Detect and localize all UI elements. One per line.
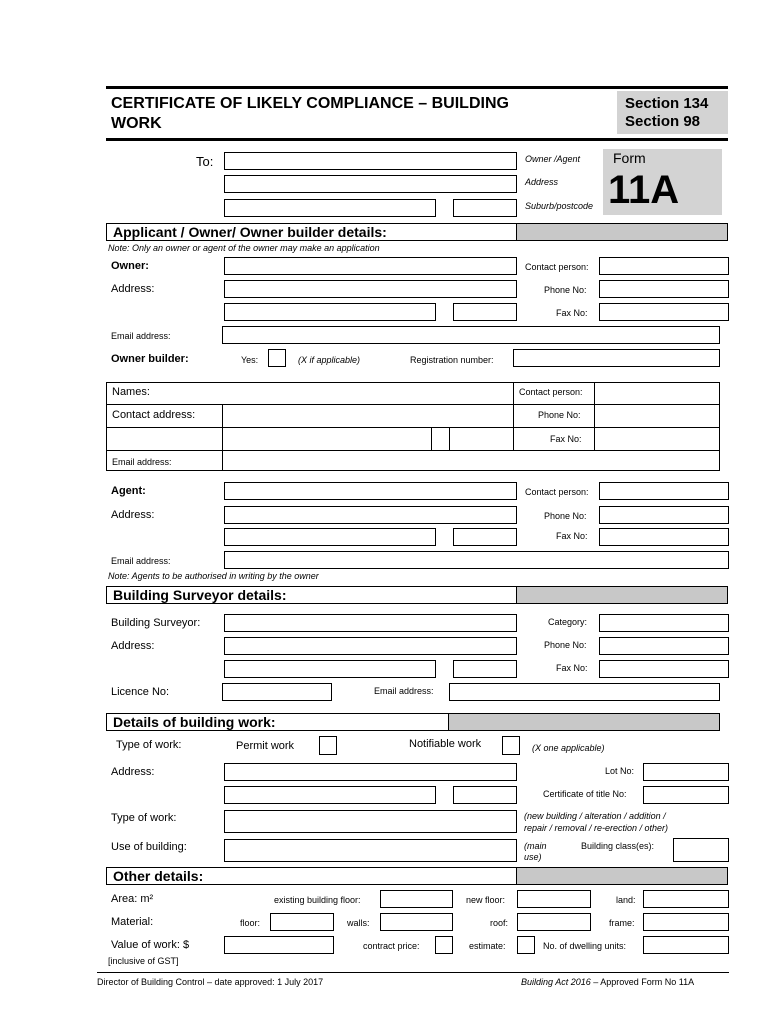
lot-no-input[interactable] bbox=[643, 763, 729, 781]
owner-email-label: Email address: bbox=[111, 331, 171, 341]
names-row-divider-3 bbox=[106, 450, 720, 451]
building-work-section-heading: Details of building work: bbox=[106, 713, 720, 731]
agent-address-input[interactable] bbox=[224, 506, 517, 524]
dwelling-units-input[interactable] bbox=[643, 936, 729, 954]
value-of-work-label: Value of work: $ bbox=[111, 939, 190, 951]
address-hint-label: Address bbox=[525, 177, 559, 187]
form-title-line1: CERTIFICATE OF LIKELY COMPLIANCE – BUILDING bbox=[111, 95, 509, 112]
x-if-applicable-hint: (X if applicable) bbox=[298, 355, 361, 365]
agent-address-label: Address: bbox=[111, 509, 155, 521]
licence-no-input[interactable] bbox=[222, 683, 332, 701]
permit-work-checkbox[interactable] bbox=[319, 736, 337, 755]
inclusive-gst-note: [inclusive of GST] bbox=[108, 956, 179, 966]
section-134: Section 134 bbox=[625, 95, 709, 112]
contract-price-checkbox[interactable] bbox=[435, 936, 453, 954]
owner-builder-label: Owner builder: bbox=[111, 353, 189, 365]
names-fax-label: Fax No: bbox=[550, 434, 582, 444]
owner-agent-label: Owner /Agent bbox=[525, 154, 581, 164]
applicant-note: Note: Only an owner or agent of the owner may make an application bbox=[108, 243, 380, 253]
surveyor-email-input[interactable] bbox=[449, 683, 720, 701]
agent-suburb-input[interactable] bbox=[224, 528, 436, 546]
roof-label: roof: bbox=[490, 918, 509, 928]
owner-phone-label: Phone No: bbox=[544, 285, 587, 295]
surveyor-section-heading: Building Surveyor details: bbox=[106, 586, 728, 604]
other-section-heading: Other details: bbox=[106, 867, 728, 885]
names-col-divider-post-a bbox=[431, 427, 432, 450]
notifiable-work-checkbox[interactable] bbox=[502, 736, 520, 755]
form-title-line2: WORK bbox=[111, 115, 162, 132]
surveyor-email-label: Email address: bbox=[374, 686, 434, 696]
owner-suburb-input[interactable] bbox=[224, 303, 436, 321]
walls-label: walls: bbox=[347, 918, 370, 928]
frame-material-input[interactable] bbox=[643, 913, 729, 931]
work-suburb-input[interactable] bbox=[224, 786, 436, 804]
owner-builder-yes-checkbox[interactable] bbox=[268, 349, 286, 367]
agent-postcode-input[interactable] bbox=[453, 528, 517, 546]
main-use-line1: (main bbox=[524, 841, 547, 851]
owner-postcode-input[interactable] bbox=[453, 303, 517, 321]
owner-fax-input[interactable] bbox=[599, 303, 729, 321]
existing-floor-input[interactable] bbox=[380, 890, 453, 908]
to-postcode-input[interactable] bbox=[453, 199, 517, 217]
land-input[interactable] bbox=[643, 890, 729, 908]
dwelling-units-label: No. of dwelling units: bbox=[543, 941, 627, 951]
to-label: To: bbox=[196, 154, 214, 169]
owner-label: Owner: bbox=[111, 260, 149, 272]
use-of-building-input[interactable] bbox=[224, 839, 517, 862]
main-use-line2: use) bbox=[524, 852, 542, 862]
licence-no-label: Licence No: bbox=[111, 686, 170, 698]
registration-number-label: Registration number: bbox=[410, 355, 494, 365]
lot-no-label: Lot No: bbox=[605, 766, 635, 776]
owner-address-input[interactable] bbox=[224, 280, 517, 298]
floor-label: floor: bbox=[240, 918, 261, 928]
roof-material-input[interactable] bbox=[517, 913, 591, 931]
surveyor-phone-input[interactable] bbox=[599, 637, 729, 655]
work-address-input[interactable] bbox=[224, 763, 517, 781]
agent-phone-input[interactable] bbox=[599, 506, 729, 524]
work-postcode-input[interactable] bbox=[453, 786, 517, 804]
form-number: 11A bbox=[608, 168, 680, 212]
names-email-divider bbox=[222, 450, 223, 471]
to-suburb-input[interactable] bbox=[224, 199, 436, 217]
estimate-label: estimate: bbox=[469, 941, 506, 951]
owner-contact-person-label: Contact person: bbox=[525, 262, 589, 272]
land-label: land: bbox=[616, 895, 636, 905]
surveyor-category-input[interactable] bbox=[599, 614, 729, 632]
header-top-rule bbox=[106, 86, 728, 89]
owner-email-input[interactable] bbox=[222, 326, 720, 344]
building-surveyor-input[interactable] bbox=[224, 614, 517, 632]
agent-label: Agent: bbox=[111, 485, 146, 497]
walls-material-input[interactable] bbox=[380, 913, 453, 931]
agent-fax-label: Fax No: bbox=[556, 531, 588, 541]
footer-act-name: Building Act 2016 bbox=[521, 977, 591, 987]
names-label: Names: bbox=[112, 386, 150, 398]
footer-left: Director of Building Control – date approved: 1 July 2017 bbox=[97, 977, 324, 987]
agent-contact-person-input[interactable] bbox=[599, 482, 729, 500]
surveyor-category-label: Category: bbox=[548, 617, 588, 627]
new-floor-label: new floor: bbox=[466, 895, 506, 905]
footer-rule bbox=[97, 972, 729, 973]
surveyor-fax-label: Fax No: bbox=[556, 663, 588, 673]
names-phone-label: Phone No: bbox=[538, 410, 581, 420]
area-label: Area: m² bbox=[111, 893, 154, 905]
use-of-building-label: Use of building: bbox=[111, 841, 187, 853]
surveyor-address-input[interactable] bbox=[224, 637, 517, 655]
contract-price-label: contract price: bbox=[363, 941, 420, 951]
names-contact-person-label: Contact person: bbox=[519, 387, 583, 397]
agent-note: Note: Agents to be authorised in writing by the owner bbox=[108, 571, 319, 581]
owner-fax-label: Fax No: bbox=[556, 308, 588, 318]
surveyor-postcode-input[interactable] bbox=[453, 660, 517, 678]
surveyor-suburb-input[interactable] bbox=[224, 660, 436, 678]
type-hint-line2: repair / removal / re-erection / other) bbox=[524, 823, 669, 833]
owner-address-label: Address: bbox=[111, 283, 155, 295]
certificate-title-label: Certificate of title No: bbox=[543, 789, 627, 799]
surveyor-fax-input[interactable] bbox=[599, 660, 729, 678]
owner-name-input[interactable] bbox=[224, 257, 517, 275]
footer-right bbox=[521, 977, 694, 987]
owner-contact-person-input[interactable] bbox=[599, 257, 729, 275]
agent-name-input[interactable] bbox=[224, 482, 517, 500]
names-col-divider-post-b bbox=[449, 427, 450, 450]
section-98: Section 98 bbox=[625, 113, 701, 130]
new-floor-input[interactable] bbox=[517, 890, 591, 908]
floor-material-input[interactable] bbox=[270, 913, 334, 931]
value-of-work-input[interactable] bbox=[224, 936, 334, 954]
names-col-divider-right bbox=[513, 382, 514, 450]
owner-phone-input[interactable] bbox=[599, 280, 729, 298]
frame-label: frame: bbox=[609, 918, 635, 928]
estimate-checkbox[interactable] bbox=[517, 936, 535, 954]
notifiable-work-label: Notifiable work bbox=[409, 738, 482, 750]
names-col-divider-value bbox=[594, 382, 595, 450]
certificate-title-input[interactable] bbox=[643, 786, 729, 804]
header-bottom-rule bbox=[106, 138, 728, 141]
work-address-label: Address: bbox=[111, 766, 155, 778]
type-hint-line1: (new building / alteration / addition / bbox=[524, 811, 666, 821]
existing-floor-label: existing building floor: bbox=[274, 895, 361, 905]
names-contact-address-label: Contact address: bbox=[112, 409, 196, 421]
footer-form-ref: – Approved Form No 11A bbox=[590, 977, 695, 987]
agent-phone-label: Phone No: bbox=[544, 511, 587, 521]
to-address-input[interactable] bbox=[224, 175, 517, 193]
surveyor-phone-label: Phone No: bbox=[544, 640, 587, 650]
x-one-applicable-hint: (X one applicable) bbox=[532, 743, 605, 753]
registration-number-input[interactable] bbox=[513, 349, 720, 367]
building-class-label: Building class(es): bbox=[581, 841, 655, 851]
agent-contact-person-label: Contact person: bbox=[525, 487, 589, 497]
material-label: Material: bbox=[111, 916, 154, 928]
owner-builder-yes-label: Yes: bbox=[241, 355, 259, 365]
agent-email-label: Email address: bbox=[111, 556, 171, 566]
names-email-label: Email address: bbox=[112, 457, 172, 467]
suburb-postcode-label: Suburb/postcode bbox=[525, 201, 594, 211]
to-owner-agent-input[interactable] bbox=[224, 152, 517, 170]
building-surveyor-label: Building Surveyor: bbox=[111, 617, 201, 629]
surveyor-address-label: Address: bbox=[111, 640, 155, 652]
names-row-divider-1 bbox=[106, 404, 720, 405]
agent-fax-input[interactable] bbox=[599, 528, 729, 546]
agent-email-input[interactable] bbox=[224, 551, 729, 569]
type-of-work-input[interactable] bbox=[224, 810, 517, 833]
type-of-work-label: Type of work: bbox=[116, 739, 182, 751]
building-class-input[interactable] bbox=[673, 838, 729, 862]
type-of-work-2-label: Type of work: bbox=[111, 812, 177, 824]
applicant-section-heading: Applicant / Owner/ Owner builder details: bbox=[106, 223, 728, 241]
names-col-divider bbox=[222, 404, 223, 450]
names-row-divider-2 bbox=[106, 427, 720, 428]
form-label: Form bbox=[613, 150, 646, 166]
permit-work-label: Permit work bbox=[236, 740, 295, 752]
